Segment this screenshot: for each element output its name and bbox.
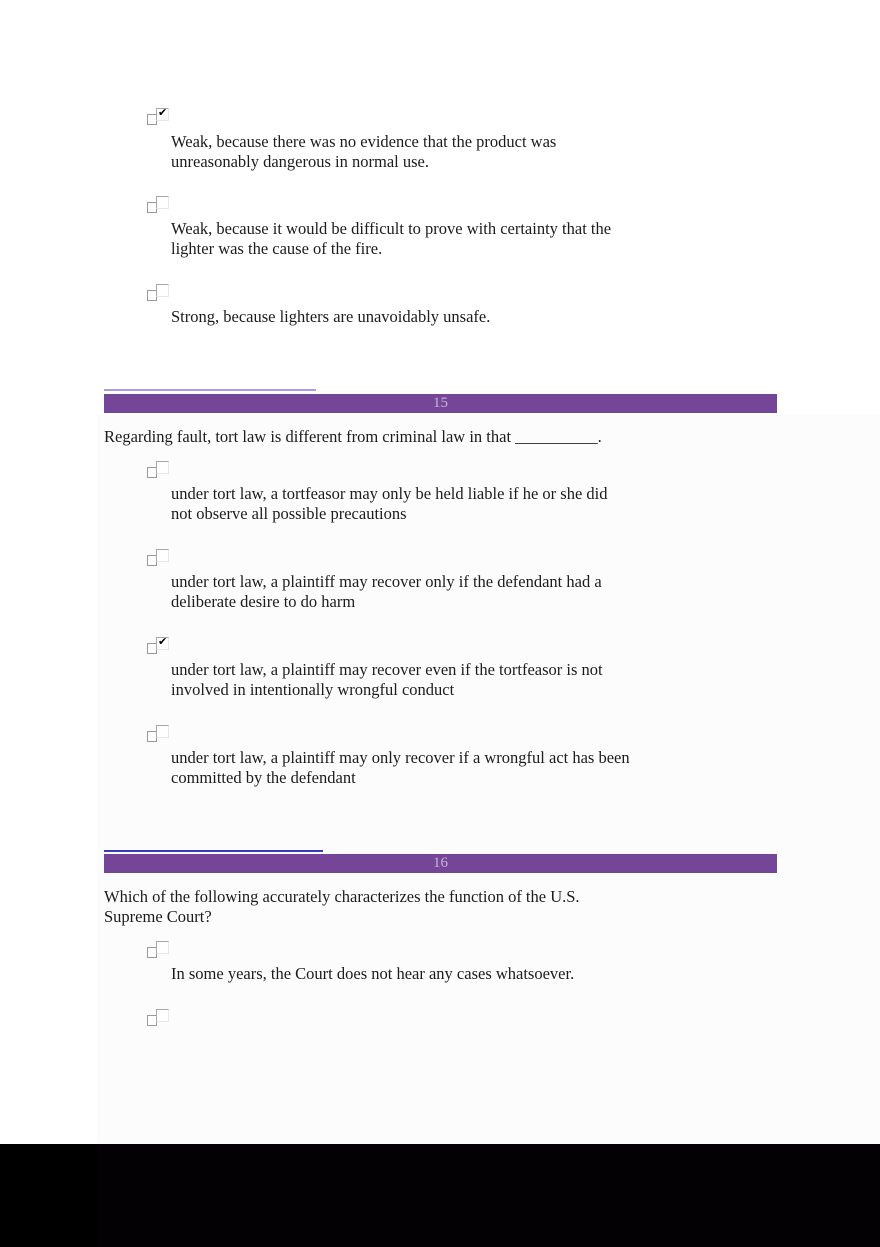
answer-checkbox[interactable]: [147, 282, 173, 304]
option-text: [171, 964, 671, 984]
question-15-prompt: [104, 427, 602, 447]
checkbox-front-icon: [156, 725, 169, 738]
option-prev-3[interactable]: [147, 282, 491, 326]
question-15-rule: [104, 389, 316, 391]
option-text-line: unreasonably dangerous in normal use.: [171, 152, 429, 171]
option-prev-1[interactable]: [147, 106, 557, 171]
option-text-line: under tort law, a tortfeasor may only be held liable if he or she did: [171, 484, 608, 503]
checkbox-front-icon: [156, 549, 169, 562]
option-15-a[interactable]: [147, 459, 608, 523]
option-16-a[interactable]: [147, 939, 575, 983]
checkbox-front-icon: [156, 284, 169, 297]
question-15-header: [104, 394, 777, 413]
answer-checkbox[interactable]: [147, 635, 173, 657]
question-text-line: Regarding fault, tort law is different from criminal law in that __________.: [104, 427, 602, 446]
option-16-b[interactable]: [147, 1007, 173, 1029]
answer-checkbox[interactable]: [147, 1007, 173, 1029]
option-prev-2[interactable]: [147, 194, 612, 258]
option-text-line: Weak, because it would be difficult to prove with certainty that the: [171, 219, 612, 238]
answer-checkbox[interactable]: [147, 194, 173, 216]
answer-checkbox[interactable]: [147, 106, 173, 128]
question-number: 15: [433, 395, 448, 411]
bottom-bar-left-strip: [0, 1144, 97, 1247]
option-text-line: involved in intentionally wrongful conduct: [171, 680, 455, 699]
checkbox-front-icon: [156, 196, 169, 209]
option-15-b[interactable]: [147, 547, 602, 611]
checkmark-icon: ✔: [158, 106, 168, 119]
checkbox-front-icon: [156, 461, 169, 474]
option-text-line: under tort law, a plaintiff may recover even if the tortfeasor is not: [171, 660, 603, 679]
option-text-line: Strong, because lighters are unavoidably unsafe.: [171, 307, 491, 326]
question-16-header: [104, 854, 777, 873]
answer-checkbox[interactable]: [147, 939, 173, 961]
option-text-line: deliberate desire to do harm: [171, 592, 356, 611]
checkbox-front-icon: [156, 1009, 169, 1022]
answer-checkbox[interactable]: [147, 723, 173, 745]
option-text-line: Weak, because there was no evidence that the product was: [171, 132, 557, 151]
option-15-c[interactable]: [147, 635, 603, 699]
option-text-line: under tort law, a plaintiff may only recover if a wrongful act has been: [171, 748, 630, 767]
option-text: [171, 660, 671, 700]
option-text-line: lighter was the cause of the fire.: [171, 239, 383, 258]
option-text: [171, 572, 671, 612]
answer-checkbox[interactable]: [147, 459, 173, 481]
option-text-line: committed by the defendant: [171, 768, 356, 787]
bottom-black-bar: [0, 1144, 880, 1247]
option-text: [171, 132, 671, 172]
question-text-line: Which of the following accurately characterizes the function of the U.S.: [104, 887, 580, 906]
option-text: [171, 219, 671, 259]
question-number: 16: [433, 855, 448, 871]
option-15-d[interactable]: [147, 723, 630, 787]
question-16-rule: [104, 850, 323, 852]
option-text-line: not observe all possible precautions: [171, 504, 407, 523]
option-text: [171, 484, 671, 524]
checkmark-icon: ✔: [158, 635, 168, 648]
question-text-line: Supreme Court?: [104, 907, 212, 926]
option-text-line: under tort law, a plaintiff may recover only if the defendant had a: [171, 572, 602, 591]
option-text: [171, 748, 671, 788]
option-text: [171, 307, 671, 327]
answer-checkbox[interactable]: [147, 547, 173, 569]
question-16-prompt: [104, 887, 580, 927]
checkbox-front-icon: [156, 941, 169, 954]
option-text-line: In some years, the Court does not hear any cases whatsoever.: [171, 964, 575, 983]
